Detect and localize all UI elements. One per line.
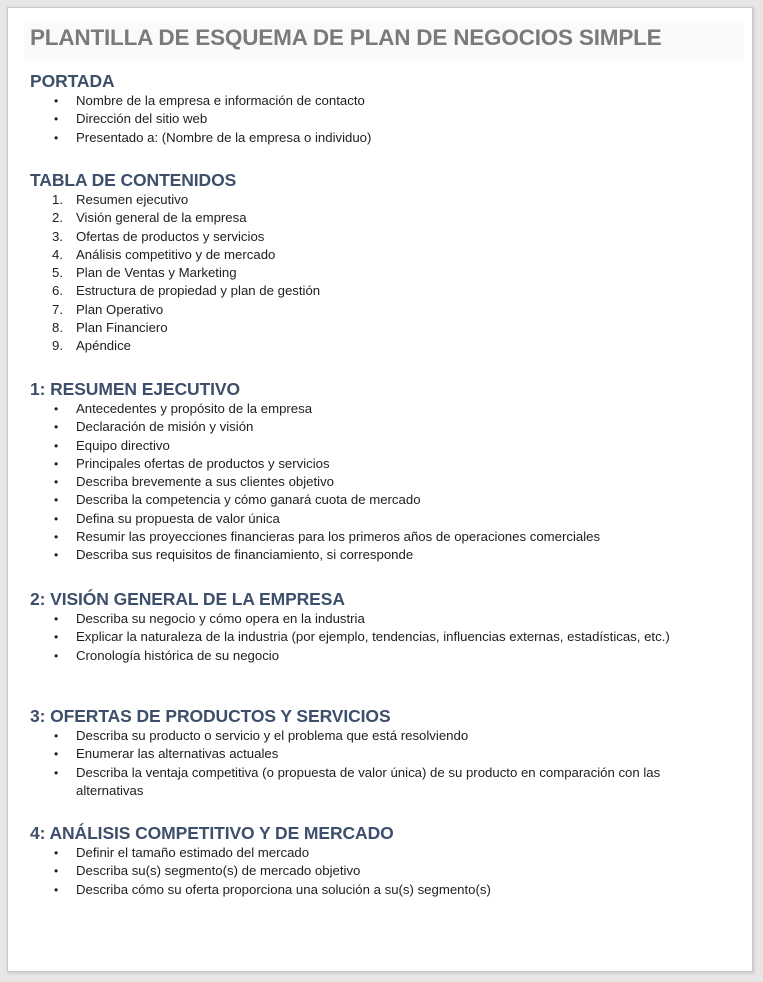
- bullet-icon: •: [54, 130, 59, 145]
- item-number: 1.: [52, 192, 63, 207]
- toc-item: [30, 228, 696, 246]
- bullet-icon: •: [54, 648, 59, 663]
- document-page: [7, 7, 753, 972]
- bullet-icon: •: [54, 630, 59, 645]
- bullet-icon: •: [54, 511, 59, 526]
- toc-item-text: Análisis competitivo y de mercado: [76, 246, 276, 262]
- item-number: 8.: [52, 320, 63, 336]
- section-heading: 2: VISIÓN GENERAL DE LA EMPRESA: [30, 589, 345, 609]
- bullet-icon: •: [54, 438, 59, 453]
- list-item-text: Resumir las proyecciones financieras para los primeros años de operaciones comerciales: [76, 529, 601, 545]
- toc-item-text: Resumen ejecutivo: [76, 192, 189, 207]
- bullet-icon: •: [54, 475, 59, 490]
- list-item: [30, 628, 696, 646]
- bullet-list: [30, 727, 696, 800]
- list-item-text: Explicar la naturaleza de la industria (por ejemplo, tendencias, influencias externas, estadísticas, etc.): [76, 629, 670, 645]
- list-item-text: Describa su negocio y cómo opera en la industria: [76, 611, 365, 626]
- list-item: [30, 473, 696, 491]
- section-heading: 4: ANÁLISIS COMPETITIVO Y DE MERCADO: [30, 823, 394, 843]
- list-item-text: Antecedentes y propósito de la empresa: [76, 401, 313, 416]
- item-number: 3.: [52, 228, 63, 244]
- item-number: 2.: [52, 210, 63, 226]
- list-item: [30, 129, 696, 147]
- bullet-list: [30, 844, 696, 899]
- item-number: 6.: [52, 283, 63, 299]
- bullet-icon: •: [54, 612, 59, 626]
- list-item: [30, 647, 696, 665]
- list-item: [30, 455, 696, 473]
- list-item: [30, 437, 696, 455]
- bullet-icon: •: [54, 420, 59, 435]
- list-item: [30, 528, 696, 546]
- bullet-icon: •: [54, 864, 59, 879]
- section-heading: TABLA DE CONTENIDOS: [30, 170, 237, 190]
- section-table-of-contents: [30, 169, 696, 356]
- section-portada: [30, 70, 696, 147]
- toc-item-text: Visión general de la empresa: [76, 210, 247, 226]
- item-number: 7.: [52, 301, 63, 317]
- list-item: [30, 727, 696, 745]
- item-number: 4.: [52, 246, 63, 262]
- list-item: [30, 546, 696, 564]
- toc-item: [30, 282, 696, 300]
- list-item-text: Principales ofertas de productos y servicios: [76, 455, 330, 471]
- list-item-text: Describa la competencia y cómo ganará cuota de mercado: [76, 492, 421, 508]
- bullet-list: [30, 610, 696, 665]
- list-item-text: Nombre de la empresa e información de contacto: [76, 93, 365, 108]
- item-number: 9.: [52, 338, 63, 354]
- list-item-text: Describa la ventaja competitiva (o propuesta de valor única) de su producto en comparación con las alternativas: [76, 764, 661, 798]
- toc-item: [30, 337, 696, 355]
- bullet-icon: •: [54, 747, 59, 762]
- bullet-list: [30, 92, 696, 147]
- bullet-icon: •: [54, 846, 59, 860]
- list-item-text: Enumerar las alternativas actuales: [76, 746, 279, 762]
- toc-item-text: Apéndice: [76, 338, 131, 354]
- numbered-list: [30, 191, 696, 356]
- list-item: [30, 610, 696, 628]
- toc-item: [30, 191, 696, 209]
- document-title: PLANTILLA DE ESQUEMA DE PLAN DE NEGOCIOS SIMPLE: [30, 25, 662, 50]
- section-market-analysis: [30, 822, 696, 899]
- section-company-overview: [30, 588, 696, 665]
- bullet-icon: •: [54, 548, 59, 563]
- toc-item-text: Plan de Ventas y Marketing: [76, 265, 237, 281]
- list-item: [30, 881, 696, 899]
- list-item-text: Describa su producto o servicio y el problema que está resolviendo: [76, 728, 469, 743]
- bullet-icon: •: [54, 94, 59, 108]
- toc-item: [30, 301, 696, 319]
- list-item: [30, 92, 696, 110]
- list-item-text: Equipo directivo: [76, 437, 170, 453]
- item-number: 5.: [52, 265, 63, 281]
- bullet-icon: •: [54, 765, 59, 780]
- list-item: [30, 400, 696, 418]
- section-heading: PORTADA: [30, 71, 115, 91]
- list-item: [30, 764, 696, 801]
- toc-item-text: Plan Operativo: [76, 301, 164, 317]
- list-item-text: Presentado a: (Nombre de la empresa o individuo): [76, 129, 372, 145]
- list-item: [30, 110, 696, 128]
- section-heading: 3: OFERTAS DE PRODUCTOS Y SERVICIOS: [30, 706, 391, 726]
- bullet-icon: •: [54, 112, 59, 127]
- list-item-text: Definir el tamaño estimado del mercado: [76, 845, 310, 860]
- toc-item: [30, 264, 696, 282]
- list-item: [30, 844, 696, 862]
- bullet-icon: •: [54, 493, 59, 508]
- bullet-icon: •: [54, 456, 59, 471]
- bullet-list: [30, 400, 696, 565]
- toc-item-text: Ofertas de productos y servicios: [76, 228, 265, 244]
- list-item: [30, 510, 696, 528]
- list-item-text: Describa sus requisitos de financiamiento, si corresponde: [76, 547, 414, 563]
- list-item-text: Describa cómo su oferta proporciona una solución a su(s) segmento(s): [76, 881, 491, 897]
- list-item-text: Dirección del sitio web: [76, 111, 208, 127]
- toc-item-text: Plan Financiero: [76, 320, 168, 336]
- section-executive-summary: [30, 378, 696, 565]
- toc-item-text: Estructura de propiedad y plan de gestión: [76, 283, 321, 299]
- list-item-text: Describa su(s) segmento(s) de mercado objetivo: [76, 863, 361, 879]
- bullet-icon: •: [54, 402, 59, 416]
- section-products-services: [30, 705, 696, 800]
- list-item: [30, 491, 696, 509]
- bullet-icon: •: [54, 729, 59, 743]
- list-item: [30, 418, 696, 436]
- list-item-text: Declaración de misión y visión: [76, 419, 254, 435]
- bullet-icon: •: [54, 882, 59, 897]
- toc-item: [30, 246, 696, 264]
- bullet-icon: •: [54, 530, 59, 545]
- list-item-text: Cronología histórica de su negocio: [76, 647, 280, 663]
- toc-item: [30, 319, 696, 337]
- list-item: [30, 862, 696, 880]
- list-item-text: Describa brevemente a sus clientes objetivo: [76, 474, 335, 490]
- toc-item: [30, 209, 696, 227]
- list-item-text: Defina su propuesta de valor única: [76, 510, 280, 526]
- list-item: [30, 745, 696, 763]
- section-heading: 1: RESUMEN EJECUTIVO: [30, 379, 240, 399]
